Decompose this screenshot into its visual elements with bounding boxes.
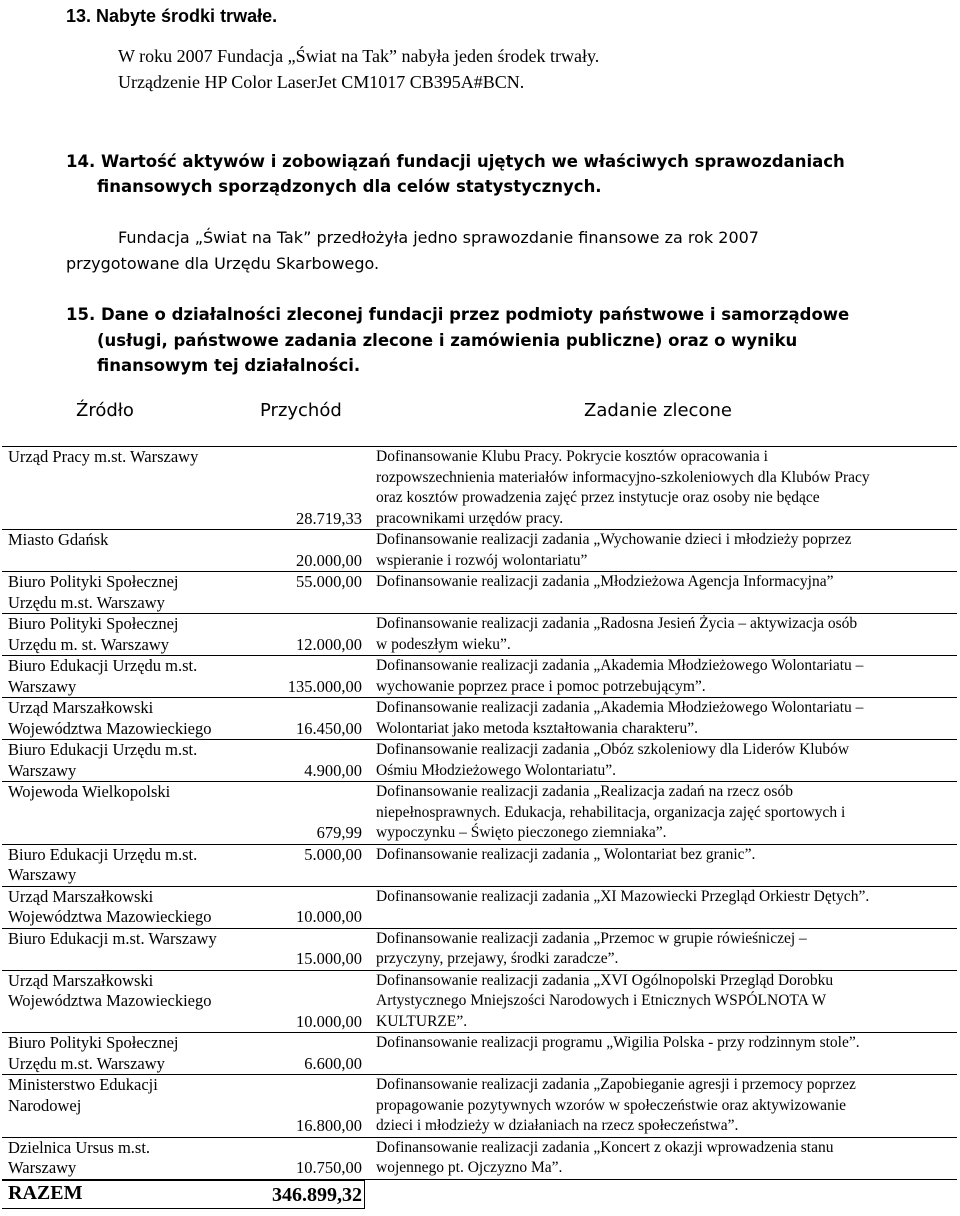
amount-value: 55.000,00 bbox=[296, 572, 362, 591]
source-line: Dzielnica Ursus m.st. bbox=[8, 1137, 151, 1157]
amount-value: 12.000,00 bbox=[296, 634, 362, 654]
table-row bbox=[2, 887, 957, 929]
table-row bbox=[2, 845, 957, 887]
table-row bbox=[2, 656, 957, 698]
source-cell bbox=[2, 614, 250, 655]
source-cell bbox=[2, 887, 250, 928]
task-line: wojennego pt. Ojczyzno Ma”. bbox=[376, 1159, 563, 1176]
total-row bbox=[2, 1180, 957, 1208]
amount-cell bbox=[250, 656, 366, 697]
table-row bbox=[2, 530, 957, 572]
task-line: KULTURZE”. bbox=[376, 1012, 468, 1030]
source-line: Biuro Edukacji m.st. Warszawy bbox=[8, 928, 217, 948]
task-line: Dofinansowanie realizacji zadania „Realizacja zadań na rzecz osób bbox=[376, 783, 793, 800]
task-cell bbox=[366, 1138, 957, 1179]
amount-value: 20.000,00 bbox=[296, 550, 362, 570]
source-line: Urzędu m. st. Warszawy bbox=[8, 634, 170, 654]
table-row bbox=[2, 782, 957, 845]
amount-value: 10.000,00 bbox=[296, 1011, 362, 1031]
table-row bbox=[2, 740, 957, 782]
task-line: Dofinansowanie realizacji zadania „ Wolontariat bez granic”. bbox=[376, 845, 756, 863]
total-label: RAZEM bbox=[8, 1181, 83, 1204]
section-15-heading-line-3: finansowym tej działalności. bbox=[97, 356, 361, 375]
source-line: Biuro Polityki Społecznej bbox=[8, 614, 179, 633]
task-line: Wolontariat jako metoda kształtowania charakteru”. bbox=[376, 719, 698, 737]
task-line: Dofinansowanie realizacji zadania „Przemoc w grupie rówieśniczej – bbox=[376, 929, 807, 947]
table-row bbox=[2, 1075, 957, 1138]
amount-cell bbox=[250, 971, 366, 1033]
task-cell bbox=[366, 887, 957, 928]
header-task: Zadanie zlecone bbox=[584, 400, 732, 421]
source-cell bbox=[2, 572, 250, 613]
task-line: Ośmiu Młodzieżowego Wolontariatu”. bbox=[376, 761, 616, 779]
total-amount: 346.899,32 bbox=[272, 1183, 362, 1206]
task-line: wychowanie poprzez prace i pomoc potrzebującym”. bbox=[376, 677, 706, 695]
task-cell bbox=[366, 1075, 957, 1137]
source-cell bbox=[2, 971, 250, 1033]
source-line: Wojewoda Wielkopolski bbox=[8, 782, 171, 801]
task-line: Dofinansowanie realizacji zadania „XI Mazowiecki Przegląd Orkiestr Dętych”. bbox=[376, 887, 870, 905]
task-line: Dofinansowanie realizacji zadania „Koncert z okazji wprowadzenia stanu bbox=[376, 1138, 834, 1156]
source-cell bbox=[2, 740, 250, 781]
table-row bbox=[2, 447, 957, 530]
amount-cell bbox=[250, 530, 366, 571]
amount-value: 28.719,33 bbox=[296, 508, 362, 528]
task-cell bbox=[366, 1033, 957, 1074]
task-line: Dofinansowanie realizacji zadania „Akademia Młodzieżowego Wolontariatu – bbox=[376, 657, 864, 674]
source-line: Warszawy bbox=[8, 676, 77, 696]
source-line: Urząd Marszałkowski bbox=[8, 698, 154, 717]
table-body bbox=[2, 447, 957, 1180]
task-line: oraz kosztów prowadzenia zajęć przez instytucje oraz osoby nie będące bbox=[376, 489, 820, 506]
source-line: Urząd Marszałkowski bbox=[8, 970, 154, 990]
amount-cell bbox=[250, 572, 366, 613]
section-14-heading-line-2: finansowych sporządzonych dla celów statystycznych. bbox=[97, 177, 602, 196]
amount-cell bbox=[250, 1075, 366, 1137]
amount-cell bbox=[250, 929, 366, 970]
table-row bbox=[2, 971, 957, 1034]
table-row bbox=[2, 929, 957, 971]
source-cell bbox=[2, 1138, 250, 1179]
task-line: Dofinansowanie realizacji zadania „Młodzieżowa Agencja Informacyjna” bbox=[376, 573, 834, 590]
source-line: Województwa Mazowieckiego bbox=[8, 991, 212, 1010]
amount-cell bbox=[250, 614, 366, 655]
task-cell bbox=[366, 929, 957, 970]
section-14-heading-line-1: 14. Wartość aktywów i zobowiązań fundacji ujętych we właściwych sprawozdaniach bbox=[66, 152, 845, 171]
source-cell bbox=[2, 530, 250, 571]
task-cell bbox=[366, 572, 957, 613]
section-13-line-1: W roku 2007 Fundacja „Świat na Tak” nabyła jeden środek trwały. bbox=[118, 46, 600, 66]
section-13-heading: 13. Nabyte środki trwałe. bbox=[66, 6, 278, 26]
task-line: dzieci i młodzieży w działaniach na rzecz społeczeństwa”. bbox=[376, 1117, 739, 1134]
task-line: wspieranie i rozwój wolontariatu” bbox=[376, 551, 588, 569]
table-row bbox=[2, 1033, 957, 1075]
amount-cell bbox=[250, 845, 366, 886]
amount-value: 10.000,00 bbox=[296, 907, 362, 926]
task-line: pracownikami urzędów pracy. bbox=[376, 509, 564, 527]
task-line: Dofinansowanie realizacji zadania „Akademia Młodzieżowego Wolontariatu – bbox=[376, 699, 864, 716]
amount-cell bbox=[250, 1033, 366, 1074]
amount-value: 15.000,00 bbox=[296, 949, 362, 968]
section-13-line-2: Urządzenie HP Color LaserJet CM1017 CB395A#BCN. bbox=[118, 72, 525, 92]
source-line: Biuro Polityki Społecznej bbox=[8, 1033, 179, 1052]
task-line: Dofinansowanie realizacji zadania „Wychowanie dzieci i młodzieży poprzez bbox=[376, 531, 852, 548]
source-line: Biuro Polityki Społecznej bbox=[8, 572, 179, 591]
header-source: Źródło bbox=[76, 400, 134, 421]
task-line: Artystycznego Mniejszości Narodowych i Etnicznych WSPÓLNOTA W bbox=[376, 992, 827, 1009]
task-line: przyczyny, przejawy, środki zaradcze”. bbox=[376, 950, 619, 967]
source-line: Miasto Gdańsk bbox=[8, 530, 109, 549]
task-line: niepełnosprawnych. Edukacja, rehabilitacja, organizacja zajęć sportowych i bbox=[376, 803, 846, 821]
task-line: wypoczynku – Święto pieczonego ziemniaka”. bbox=[376, 824, 667, 841]
source-line: Biuro Edukacji Urzędu m.st. bbox=[8, 844, 198, 864]
task-cell bbox=[366, 530, 957, 571]
task-cell bbox=[366, 698, 957, 739]
task-line: Dofinansowanie Klubu Pracy. Pokrycie kosztów opracowania i bbox=[376, 448, 768, 465]
amount-value: 16.800,00 bbox=[296, 1116, 362, 1135]
header-income: Przychód bbox=[260, 400, 342, 421]
task-line: Dofinansowanie realizacji programu „Wigilia Polska - przy rodzinnym stole”. bbox=[376, 1034, 860, 1051]
source-line: Urzędu m.st. Warszawy bbox=[8, 592, 165, 612]
task-line: w podeszłym wieku”. bbox=[376, 635, 511, 653]
amount-value: 679,99 bbox=[316, 823, 362, 842]
source-cell bbox=[2, 447, 250, 529]
source-line: Narodowej bbox=[8, 1095, 82, 1115]
section-15-heading-line-1: 15. Dane o działalności zleconej fundacji przez podmioty państwowe i samorządowe bbox=[66, 305, 850, 324]
source-line: Biuro Edukacji Urzędu m.st. bbox=[8, 740, 198, 759]
table-row bbox=[2, 614, 957, 656]
task-line: propagowanie pozytywnych wzorów w społeczeństwie oraz aktywizowanie bbox=[376, 1096, 847, 1114]
table-header bbox=[2, 400, 957, 447]
task-cell bbox=[366, 782, 957, 844]
funding-table bbox=[2, 400, 957, 1208]
source-cell bbox=[2, 656, 250, 697]
source-cell bbox=[2, 698, 250, 739]
table-row bbox=[2, 1138, 957, 1180]
table-row bbox=[2, 572, 957, 614]
task-cell bbox=[366, 447, 957, 529]
section-14-line-1: Fundacja „Świat na Tak” przedłożyła jedno sprawozdanie finansowe za rok 2007 bbox=[118, 228, 759, 247]
task-cell bbox=[366, 845, 957, 886]
amount-cell bbox=[250, 887, 366, 928]
task-cell bbox=[366, 971, 957, 1033]
source-line: Województwa Mazowieckiego bbox=[8, 907, 212, 926]
amount-cell bbox=[250, 740, 366, 781]
source-cell bbox=[2, 782, 250, 844]
task-line: Dofinansowanie realizacji zadania „XVI Ogólnopolski Przegląd Dorobku bbox=[376, 971, 834, 989]
amount-value: 135.000,00 bbox=[287, 676, 362, 696]
source-cell bbox=[2, 1075, 250, 1137]
amount-cell bbox=[250, 1138, 366, 1179]
source-line: Urząd Marszałkowski bbox=[8, 886, 154, 906]
source-line: Urząd Pracy m.st. Warszawy bbox=[8, 447, 199, 466]
source-line: Ministerstwo Edukacji bbox=[8, 1075, 158, 1094]
amount-cell bbox=[250, 698, 366, 739]
task-line: Dofinansowanie realizacji zadania „Radosna Jesień Życia – aktywizacja osób bbox=[376, 615, 858, 632]
section-15-heading-line-2: (usługi, państwowe zadania zlecone i zamówienia publiczne) oraz o wyniku bbox=[97, 331, 798, 350]
source-cell bbox=[2, 1033, 250, 1074]
source-line: Biuro Edukacji Urzędu m.st. bbox=[8, 656, 198, 675]
section-14-line-2: przygotowane dla Urzędu Skarbowego. bbox=[66, 254, 380, 273]
amount-value: 6.600,00 bbox=[304, 1053, 362, 1073]
amount-cell bbox=[250, 447, 366, 529]
source-line: Warszawy bbox=[8, 760, 77, 780]
task-line: Dofinansowanie realizacji zadania „Zapobieganie agresji i przemocy poprzez bbox=[376, 1076, 856, 1093]
task-line: Dofinansowanie realizacji zadania „Obóz szkoleniowy dla Liderów Klubów bbox=[376, 741, 850, 758]
task-line: rozpowszechnienia materiałów informacyjno-szkoleniowych dla Klubów Pracy bbox=[376, 468, 870, 486]
source-line: Urzędu m.st. Warszawy bbox=[8, 1053, 165, 1073]
amount-value: 16.450,00 bbox=[296, 718, 362, 738]
source-cell bbox=[2, 929, 250, 970]
source-line: Warszawy bbox=[8, 865, 77, 884]
total-box bbox=[2, 1180, 365, 1209]
task-cell bbox=[366, 614, 957, 655]
table-row bbox=[2, 698, 957, 740]
amount-value: 5.000,00 bbox=[304, 844, 362, 864]
task-cell bbox=[366, 740, 957, 781]
amount-cell bbox=[250, 782, 366, 844]
source-cell bbox=[2, 845, 250, 886]
source-line: Warszawy bbox=[8, 1158, 77, 1177]
amount-value: 10.750,00 bbox=[296, 1158, 362, 1177]
source-line: Województwa Mazowieckiego bbox=[8, 718, 212, 738]
amount-value: 4.900,00 bbox=[304, 760, 362, 780]
task-cell bbox=[366, 656, 957, 697]
